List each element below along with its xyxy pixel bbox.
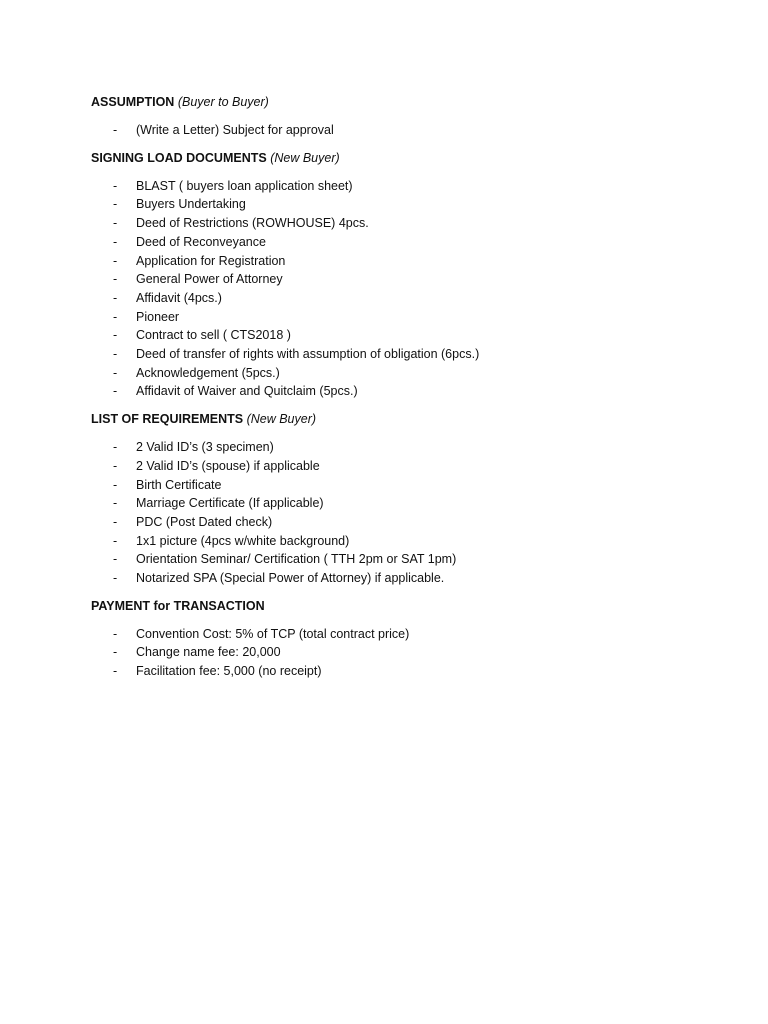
section-heading xyxy=(91,598,731,614)
list-item-text: Deed of transfer of rights with assumption of obligation (6pcs.) xyxy=(136,347,480,362)
list-item xyxy=(91,382,731,401)
bullet-dash: - xyxy=(113,234,118,249)
bullet-dash: - xyxy=(113,216,118,231)
list-item-text: Contract to sell ( CTS2018 ) xyxy=(136,328,291,343)
list-item-text: Orientation Seminar/ Certification ( TTH 2pm or SAT 1pm) xyxy=(136,552,457,567)
list-item-text: Notarized SPA (Special Power of Attorney) if applicable. xyxy=(136,571,445,586)
list-item-text: General Power of Attorney xyxy=(136,272,283,287)
list-item-text: Marriage Certificate (If applicable) xyxy=(136,496,324,511)
bullet-dash: - xyxy=(113,664,118,679)
list-item xyxy=(91,662,731,681)
section-qualifier: (New Buyer) xyxy=(246,412,317,427)
list-item xyxy=(91,532,731,551)
list-item-text: Pioneer xyxy=(136,309,180,324)
bullet-dash: - xyxy=(113,645,118,660)
item-list xyxy=(91,438,731,588)
bullet-dash: - xyxy=(113,197,118,212)
list-item xyxy=(91,177,731,196)
section-payment-for-transaction xyxy=(91,598,731,681)
list-item xyxy=(91,195,731,214)
list-item-text: Birth Certificate xyxy=(136,477,222,492)
list-item-text: (Write a Letter) Subject for approval xyxy=(136,123,334,137)
item-list xyxy=(91,625,731,681)
list-item-text: Affidavit (4pcs.) xyxy=(136,290,222,305)
list-item-text: Application for Registration xyxy=(136,253,286,268)
list-item xyxy=(91,214,731,233)
bullet-dash: - xyxy=(113,347,118,362)
list-item xyxy=(91,457,731,476)
list-item-text: Facilitation fee: 5,000 (no receipt) xyxy=(136,664,322,679)
list-item xyxy=(91,308,731,327)
bullet-dash: - xyxy=(113,365,118,380)
bullet-dash: - xyxy=(113,571,118,586)
list-item-text: BLAST ( buyers loan application sheet) xyxy=(136,178,353,193)
bullet-dash: - xyxy=(113,533,118,548)
list-item xyxy=(91,233,731,252)
bullet-dash: - xyxy=(113,178,118,193)
list-item-text: 2 Valid ID’s (spouse) if applicable xyxy=(136,458,320,473)
list-item-text: Buyers Undertaking xyxy=(136,197,246,212)
bullet-dash: - xyxy=(113,458,118,473)
list-item-text: Change name fee: 20,000 xyxy=(136,645,281,660)
list-item-text: Convention Cost: 5% of TCP (total contract price) xyxy=(136,626,410,641)
list-item xyxy=(91,476,731,495)
bullet-dash: - xyxy=(113,290,118,305)
bullet-dash: - xyxy=(113,496,118,511)
section-title: PAYMENT for TRANSACTION xyxy=(91,598,265,613)
bullet-dash: - xyxy=(113,552,118,567)
item-list xyxy=(91,121,731,140)
bullet-dash: - xyxy=(113,440,118,455)
list-item xyxy=(91,550,731,569)
list-item xyxy=(91,326,731,345)
bullet-dash: - xyxy=(113,123,118,137)
list-item xyxy=(91,270,731,289)
section-heading xyxy=(91,411,731,427)
section-heading xyxy=(91,150,731,166)
bullet-dash: - xyxy=(113,309,118,324)
bullet-dash: - xyxy=(113,384,118,399)
list-item-text: Acknowledgement (5pcs.) xyxy=(136,365,280,380)
document-body xyxy=(91,94,731,681)
list-item xyxy=(91,364,731,383)
section-assumption xyxy=(91,94,731,140)
list-item-text: 1x1 picture (4pcs w/white background) xyxy=(136,533,350,548)
section-qualifier: (Buyer to Buyer) xyxy=(177,95,269,109)
section-qualifier: (New Buyer) xyxy=(270,150,340,165)
list-item-text: Deed of Restrictions (ROWHOUSE) 4pcs. xyxy=(136,216,369,231)
bullet-dash: - xyxy=(113,477,118,492)
list-item xyxy=(91,438,731,457)
item-list xyxy=(91,177,731,401)
list-item-text: PDC (Post Dated check) xyxy=(136,514,273,529)
list-item xyxy=(91,494,731,513)
bullet-dash: - xyxy=(113,514,118,529)
list-item-text: 2 Valid ID’s (3 specimen) xyxy=(136,440,274,455)
bullet-dash: - xyxy=(113,272,118,287)
list-item xyxy=(91,569,731,588)
section-list-of-requirements xyxy=(91,411,731,588)
list-item xyxy=(91,513,731,532)
section-title: LIST OF REQUIREMENTS xyxy=(91,412,244,427)
list-item xyxy=(91,643,731,662)
section-title: SIGNING LOAD DOCUMENTS xyxy=(91,150,267,165)
section-signing-load-documents xyxy=(91,150,731,401)
list-item xyxy=(91,252,731,271)
bullet-dash: - xyxy=(113,253,118,268)
section-title: ASSUMPTION xyxy=(91,95,175,109)
bullet-dash: - xyxy=(113,626,118,641)
list-item xyxy=(91,625,731,644)
list-item-text: Affidavit of Waiver and Quitclaim (5pcs.) xyxy=(136,384,358,399)
list-item xyxy=(91,289,731,308)
list-item-text: Deed of Reconveyance xyxy=(136,234,266,249)
list-item xyxy=(91,121,731,140)
section-heading xyxy=(91,94,731,110)
bullet-dash: - xyxy=(113,328,118,343)
list-item xyxy=(91,345,731,364)
